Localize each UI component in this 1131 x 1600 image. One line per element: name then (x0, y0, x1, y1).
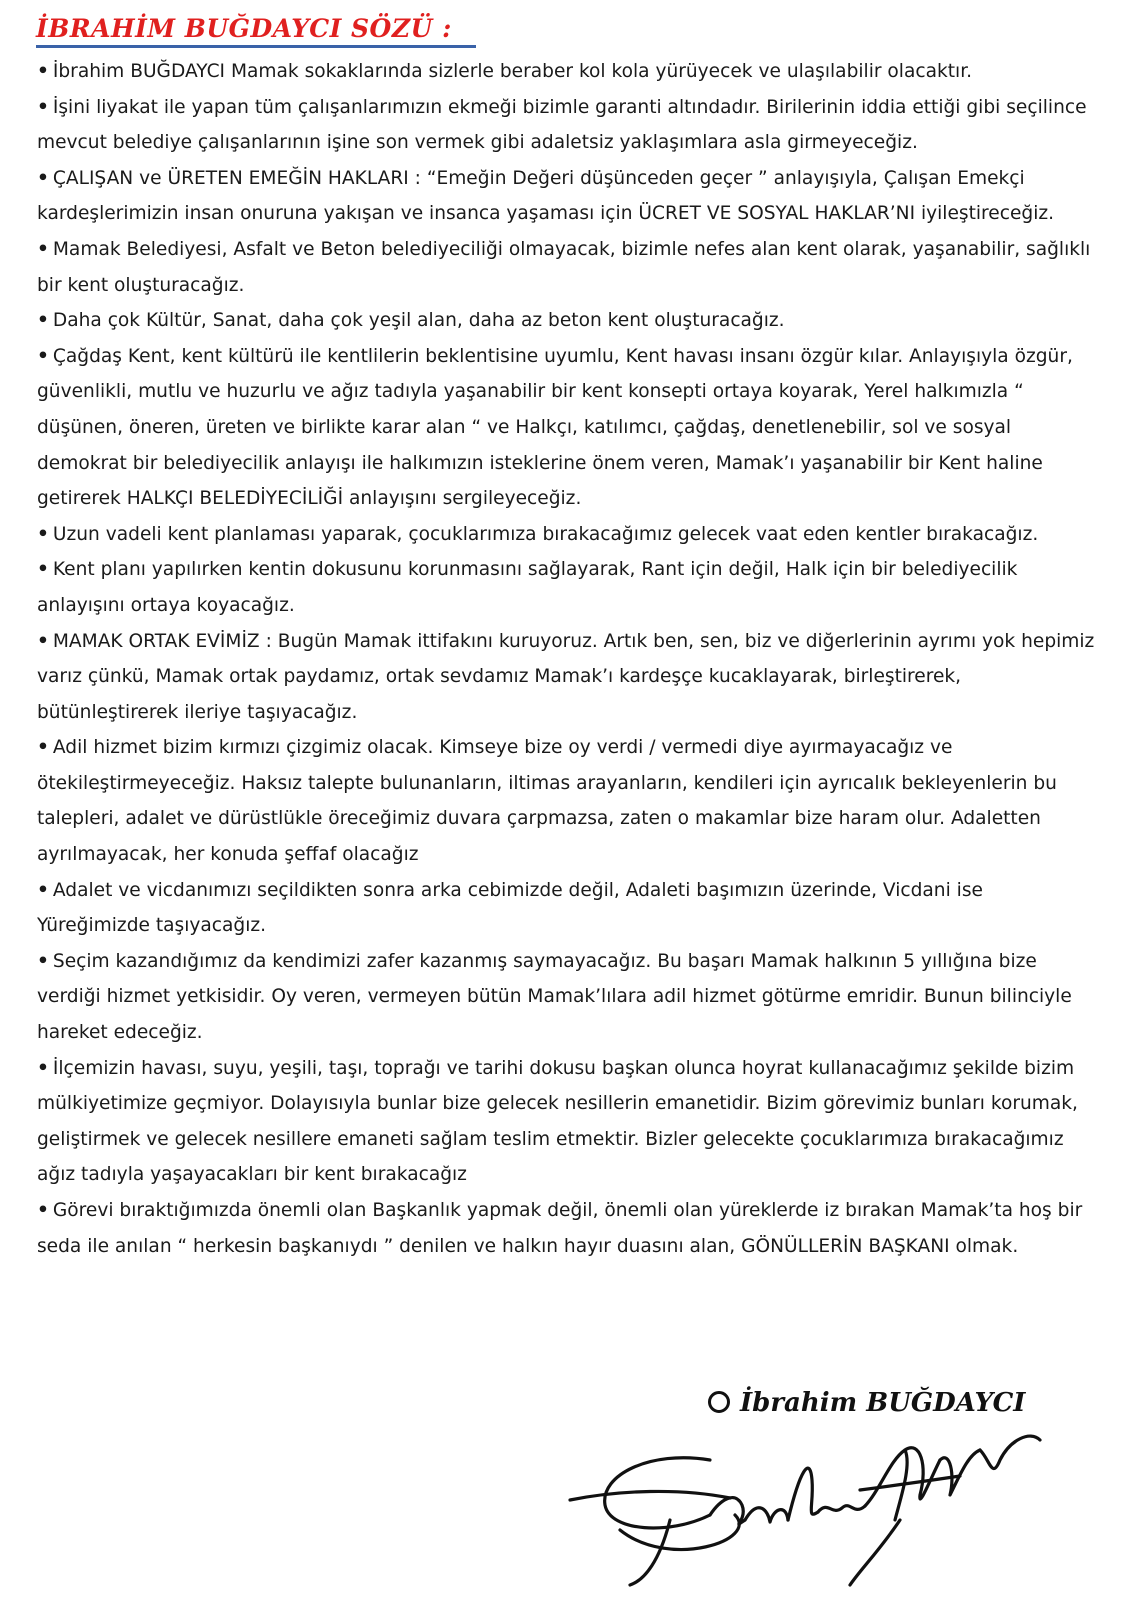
paragraph-text: Mamak Belediyesi, Asfalt ve Beton belediyeciliği olmayacak, bizimle nefes alan kent olarak, yaşanabilir, sağlıklı bir kent oluşturacağız. (37, 238, 1091, 296)
paragraph-text: Görevi bıraktığımızda önemli olan Başkanlık yapmak değil, önemli olan yüreklerde iz bırakan Mamak’ta hoş bir seda ile anılan “ herkesin başkanıydı ” denilen ve halkın hayır duasını alan, GÖNÜLLERİN BAŞKANI olmak. (37, 1200, 1083, 1257)
signature-printed-name (708, 1388, 1025, 1418)
paragraph-text: Adil hizmet bizim kırmızı çizgimiz olacak. Kimseye bize oy verdi / vermedi diye ayırmayacağız ve ötekileştirmeyeceğiz. Haksız talepte bulunanların, iltimas arayanların, kendileri için ayrıcalık bekleyenlerin bu talepleri, adalet ve dürüstlükle öreceğimiz duvara çarpmazsa, zaten o makamlar bize haram olur. Adaletten ayrılmayacak, her konuda şeffaf olacağız (37, 737, 1057, 866)
paragraph-text: ÇALIŞAN ve ÜRETEN EMEĞİN HAKLARI : “Emeğin Değeri düşünceden geçer ” anlayışıyla, Çalışan Emekçi kardeşlerimizin insan onuruna yakışan ve insanca yaşaması için ÜCRET VE SOSYAL HAKLAR’NI iyileştireceğiz. (37, 167, 1055, 225)
statement-paragraph (37, 552, 1097, 623)
bullet-icon: • (37, 167, 49, 189)
bullet-icon: • (37, 523, 49, 545)
document-title: İBRAHİM BUĞDAYCI SÖZÜ : (36, 14, 452, 43)
bullet-icon: • (37, 630, 49, 652)
statement-paragraph (37, 1193, 1097, 1264)
statement-paragraph (37, 517, 1097, 553)
paragraph-text: İşini liyakat ile yapan tüm çalışanlarımızın ekmeği bizimle garanti altındadır. Birilerinin iddia ettiği gibi seçilince mevcut belediye çalışanlarının işine son vermek gibi adaletsiz yaklaşımlara asla girmeyeceğiz. (37, 96, 1087, 154)
bullet-icon: • (37, 61, 49, 82)
statement-paragraph (37, 161, 1097, 232)
bullet-icon: • (37, 1200, 49, 1221)
paragraph-text: Adalet ve vicdanımızı seçildikten sonra arka cebimizde değil, Adaleti başımızın üzerinde, Vicdani ise Yüreğimizde taşıyacağız. (37, 879, 983, 937)
bullet-icon: • (37, 96, 49, 118)
signature-name-text: İbrahim BUĞDAYCI (740, 1388, 1026, 1418)
paragraph-text: İlçemizin havası, suyu, yeşili, taşı, toprağı ve tarihi dokusu başkan olunca hoyrat kullanacağımız şekilde bizim mülkiyetimize geçmiyor. Dolayısıyla bunlar bize gelecek nesillerin emanetidir. Bizim görevimiz bunları korumak, geliştirmek ve gelecek nesillere emaneti sağlam teslim etmektir. Bizler gelecekte çocuklarımıza bırakacağımız ağız tadıyla yaşayacakları bir kent bırakacağız (37, 1057, 1078, 1186)
paragraph-text: Kent planı yapılırken kentin dokusunu korunmasını sağlayarak, Rant için değil, Halk için bir belediyecilik anlayışını ortaya koyacağız. (37, 559, 1018, 616)
statement-paragraph (37, 624, 1097, 731)
statement-paragraph (37, 873, 1097, 944)
statement-paragraph (37, 54, 1097, 90)
bullet-icon: • (37, 559, 49, 581)
handwritten-signature (560, 1420, 1080, 1590)
statement-paragraph (37, 944, 1097, 1051)
bullet-icon: • (37, 879, 49, 901)
signature-ring-icon (708, 1391, 730, 1413)
paragraph-text: Daha çok Kültür, Sanat, daha çok yeşil alan, daha az beton kent oluşturacağız. (52, 310, 785, 332)
bullet-icon: • (37, 737, 49, 759)
statement-paragraph (37, 1051, 1097, 1193)
bullet-icon: • (37, 950, 49, 972)
statement-paragraph (37, 232, 1097, 303)
paragraph-text: Çağdaş Kent, kent kültürü ile kentlilerin beklentisine uyumlu, Kent havası insanı özgür kılar. Anlayışıyla özgür, güvenlikli, mutlu ve huzurlu ve ağız tadıyla yaşanabilir bir kent konsepti ortaya koyarak, Yerel halkımızla “ düşünen, öneren, üreten ve birlikte karar alan “ ve Halkçı, katılımcı, çağdaş, denetlenebilir, sol ve sosyal demokrat bir belediyecilik anlayışı ile halkımızın isteklerine önem veren, Mamak’ı yaşanabilir bir Kent haline getirerek HALKÇI BELEDİYECİLİĞİ anlayışını sergileyeceğiz. (37, 345, 1073, 510)
title-underline (36, 45, 476, 48)
paragraph-text: Uzun vadeli kent planlaması yaparak, çocuklarımıza bırakacağımız gelecek vaat eden kentler bırakacağız. (52, 523, 1039, 545)
bullet-icon: • (37, 238, 49, 260)
statement-paragraph (37, 90, 1097, 161)
paragraph-text: MAMAK ORTAK EVİMİZ : Bugün Mamak ittifakını kuruyoruz. Artık ben, sen, biz ve diğerlerinin ayrımı yok hepimiz varız çünkü, Mamak ortak paydamız, ortak sevdamız Mamak’ı kardeşçe kucaklayarak, birleştirerek, bütünleştirerek ileriye taşıyacağız. (37, 630, 1095, 723)
paragraph-text: İbrahim BUĞDAYCI Mamak sokaklarında sizlerle beraber kol kola yürüyecek ve ulaşılabilir olacaktır. (52, 61, 973, 82)
statement-paragraph (37, 303, 1097, 339)
statement-paragraph (37, 730, 1097, 872)
statement-body (37, 54, 1097, 1264)
paragraph-text: Seçim kazandığımız da kendimizi zafer kazanmış saymayacağız. Bu başarı Mamak halkının 5 yıllığına bize verdiği hizmet yetkisidir. Oy veren, vermeyen bütün Mamak’lılara adil hizmet götürme emridir. Bunun bilinciyle hareket edeceğiz. (37, 950, 1072, 1044)
statement-paragraph (37, 339, 1097, 517)
title-block (36, 14, 476, 48)
bullet-icon: • (37, 345, 49, 367)
bullet-icon: • (37, 310, 49, 332)
bullet-icon: • (37, 1057, 49, 1079)
